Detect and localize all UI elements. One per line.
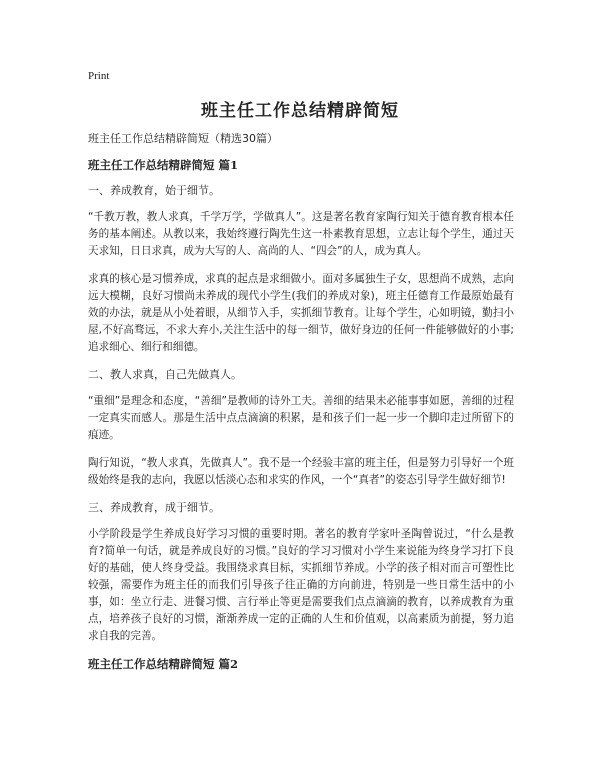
section-heading-2: 班主任工作总结精辟简短 篇2 [88, 657, 239, 671]
paragraph-4: 陶行知说，“教人求真，先做真人”。我不是一个经验丰富的班主任，但是努力引导好一个班级始终是我的志向，我愿以恬淡心态和求实的作风，一个“真者”的姿态引导学生做好细节! [88, 457, 514, 486]
document-subtitle: 班主任工作总结精辟简短（精选30篇） [88, 132, 278, 145]
paragraph-5: 小学阶段是学生养成良好学习习惯的重要时期。著名的教育学家叶圣陶曾说过，“什么是教育?简单一句话，就是养成良好的习惯。”良好的学习习惯对小学生来说能为终身学习打下良好的基础，使人终身受益。我围绕求真目标，实抓细节养成。小学的孩子相对而言可塑性比较强，需要作为班主任的而我们引导孩子往正确的方向前进，特别是一些日常生活中的小事，如：坐立行走、进餐习惯、言行举止等更是需要我们点点滴滴的教育，以养成教育为重点，培养孩子良好的习惯，渐渐养成一定的正确的人生和价值观，以高素质为前提，努力追求自我的完善。 [88, 528, 514, 642]
section-heading-1: 班主任工作总结精辟简短 篇1 [88, 158, 239, 172]
paragraph-2: 求真的核心是习惯养成，求真的起点是求细做小。面对多属独生子女，思想尚不成熟，志向远大模糊，良好习惯尚未养成的现代小学生(我们的养成对象)，班主任德育工作最原始最有效的办法，就是从小处着眼，从细节入手，实抓细节教育。让每个学生，心如明镜，勤扫小屋,不好高骛远，不求大弃小,关注生活中的每一细节，做好身边的任何一件能够做好的小事;追求细心、细行和细德。 [88, 273, 514, 353]
print-label[interactable]: Print [88, 70, 110, 82]
subheading-2: 二、教人求真，自己先做真人。 [88, 368, 242, 381]
paragraph-3: “重细”是理念和态度，“善细”是教师的诗外工夫。善细的结果未必能事事如愿，善细的过程一定真实而感人。那是生活中点点滴滴的积累，是和孩子们一起一步一个脚印走过所留下的痕迹。 [88, 395, 514, 441]
subheading-3: 三、养成教育，成于细节。 [88, 501, 220, 514]
document-body [88, 131, 514, 682]
page-title: 班主任工作总结精辟简短 [201, 101, 399, 121]
paragraph-1: “千教万教，教人求真，千学万学，学做真人”。这是著名教育家陶行知关于德育教育根本任务的基本阐述。从教以来，我始终遵行陶先生这一朴素教育思想，立志让每个学生，通过天天求知，日日求真，成为大写的人、高尚的人、“四会”的人，成为真人。 [88, 211, 514, 257]
subheading-1: 一、养成教育，始于细节。 [88, 184, 220, 197]
